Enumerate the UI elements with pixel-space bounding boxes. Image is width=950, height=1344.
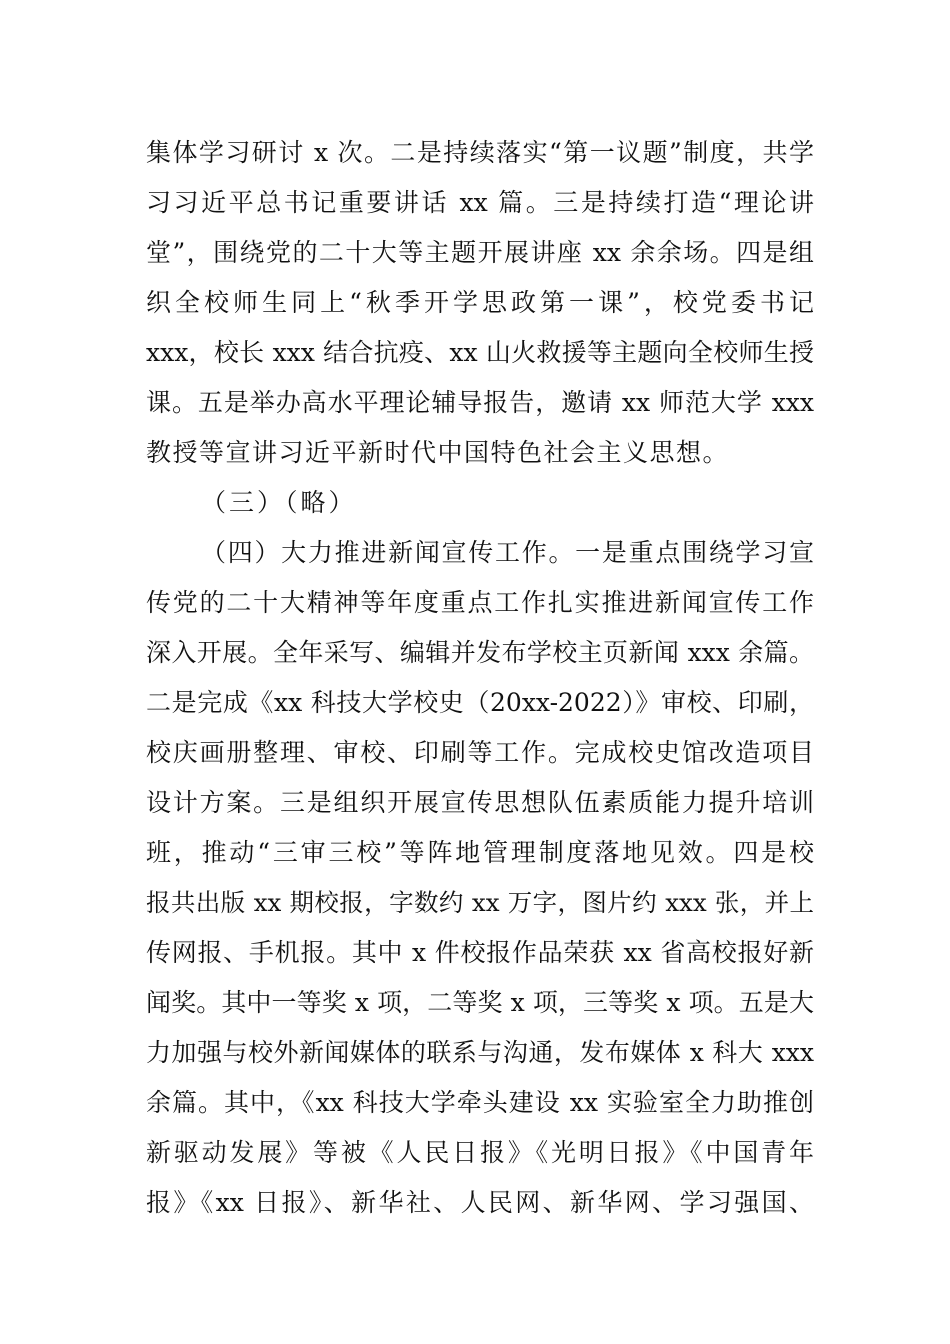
text-line: 设计方案。三是组织开展宣传思想队伍素质能力提升培训 [146,788,814,817]
text-line: 堂”，围绕党的二十大等主题开展讲座 xx 余余场。四是组 [146,238,814,267]
text-line: 二是完成《xx 科技大学校史（20xx-2022）》审校、印刷， [146,688,814,717]
text-line: 习习近平总书记重要讲话 xx 篇。三是持续打造“理论讲 [146,188,814,217]
text-line: 报》《xx 日报》、新华社、人民网、新华网、学习强国、 [146,1188,814,1217]
text-line: 新驱动发展》等被《人民日报》《光明日报》《中国青年 [146,1138,814,1167]
text-line: 闻奖。其中一等奖 x 项，二等奖 x 项，三等奖 x 项。五是大 [146,988,814,1017]
text-line: 余篇。其中，《xx 科技大学牵头建设 xx 实验室全力助推创 [146,1088,814,1117]
section-heading-3: （三）（略） [201,488,357,517]
text-line: 传党的二十大精神等年度重点工作扎实推进新闻宣传工作 [146,588,814,617]
text-line: 织全校师生同上“秋季开学思政第一课”，校党委书记 [146,288,814,317]
text-line: 校庆画册整理、审校、印刷等工作。完成校史馆改造项目 [146,738,814,767]
text-line: 力加强与校外新闻媒体的联系与沟通，发布媒体 x 科大 xxx [146,1038,814,1067]
text-line: 传网报、手机报。其中 x 件校报作品荣获 xx 省高校报好新 [146,938,814,967]
text-line: 课。五是举办高水平理论辅导报告，邀请 xx 师范大学 xxx [146,388,814,417]
text-line: 教授等宣讲习近平新时代中国特色社会主义思想。 [146,438,730,467]
text-line: 深入开展。全年采写、编辑并发布学校主页新闻 xxx 余篇。 [146,638,814,667]
text-line: 报共出版 xx 期校报，字数约 xx 万字，图片约 xxx 张，并上 [146,888,814,917]
text-line: 班，推动“三审三校”等阵地管理制度落地见效。四是校 [146,838,814,867]
body-text [146,128,814,1228]
text-line: 集体学习研讨 x 次。二是持续落实“第一议题”制度，共学 [146,138,814,167]
section-heading-4: （四）大力推进新闻宣传工作。一是重点围绕学习宣 [201,538,814,567]
text-line: xxx，校长 xxx 结合抗疫、xx 山火救援等主题向全校师生授 [146,338,814,367]
